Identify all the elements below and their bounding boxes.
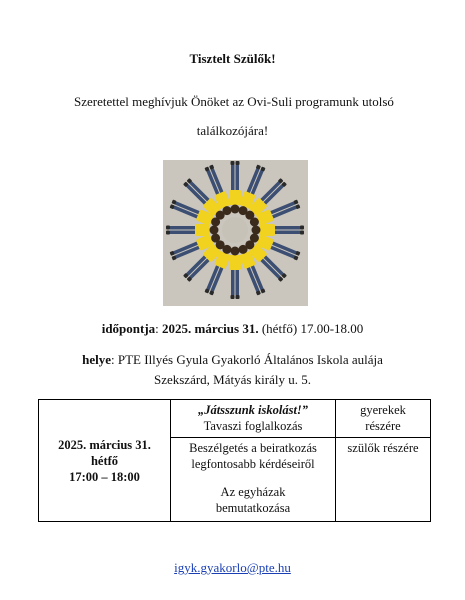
place-value: : PTE Illyés Gyula Gyakorló Általános Iskola aulája	[111, 352, 383, 367]
audience-children-line1: gyerekek	[360, 403, 406, 417]
program-line-4: bemutatkozása	[215, 501, 291, 516]
contact-email-link[interactable]: igyk.gyakorlo@pte.hu	[174, 560, 291, 575]
table-row	[39, 400, 431, 438]
audience-cell	[336, 400, 431, 438]
children-circle-photo	[163, 160, 308, 306]
place-label: helye	[82, 352, 112, 367]
event-place-line	[0, 352, 465, 368]
schedule-date-cell	[39, 400, 171, 522]
program-subtitle: Tavaszi foglalkozás	[203, 419, 303, 433]
program-line-3: Az egyházak	[220, 485, 286, 500]
schedule-time: 17:00 – 18:00	[69, 469, 140, 484]
program-cell	[171, 438, 336, 522]
date-label: időpontja	[101, 321, 156, 336]
program-title: „Játsszunk iskolást!”	[197, 403, 309, 417]
audience-children-line2: részére	[365, 419, 401, 433]
schedule-day: hétfő	[90, 453, 119, 468]
date-value: 2025. március 31.	[162, 321, 259, 336]
audience-cell	[336, 438, 431, 522]
invitation-line-1: Szeretettel meghívjuk Önöket az Ovi-Suli programunk utolsó	[74, 94, 394, 109]
program-line-1: Beszélgetés a beiratkozás	[189, 441, 317, 456]
invitation-line-2: találkozójára!	[196, 123, 269, 138]
date-time: (hétfő) 17.00-18.00	[261, 321, 364, 336]
audience-parents: szülők részére	[347, 441, 419, 456]
program-line-2: legfontosabb kérdéseiről	[191, 457, 315, 472]
schedule-table	[38, 399, 431, 522]
event-date-line: időpontja: 2025. március 31. (hétfő) 17.00-18.00	[101, 321, 364, 336]
schedule-date: 2025. március 31.	[58, 437, 151, 452]
event-address: Szekszárd, Mátyás király u. 5.	[153, 372, 312, 387]
program-cell	[171, 400, 336, 438]
photo-illustration	[163, 160, 308, 306]
greeting-heading: Tisztelt Szülők!	[189, 51, 276, 66]
